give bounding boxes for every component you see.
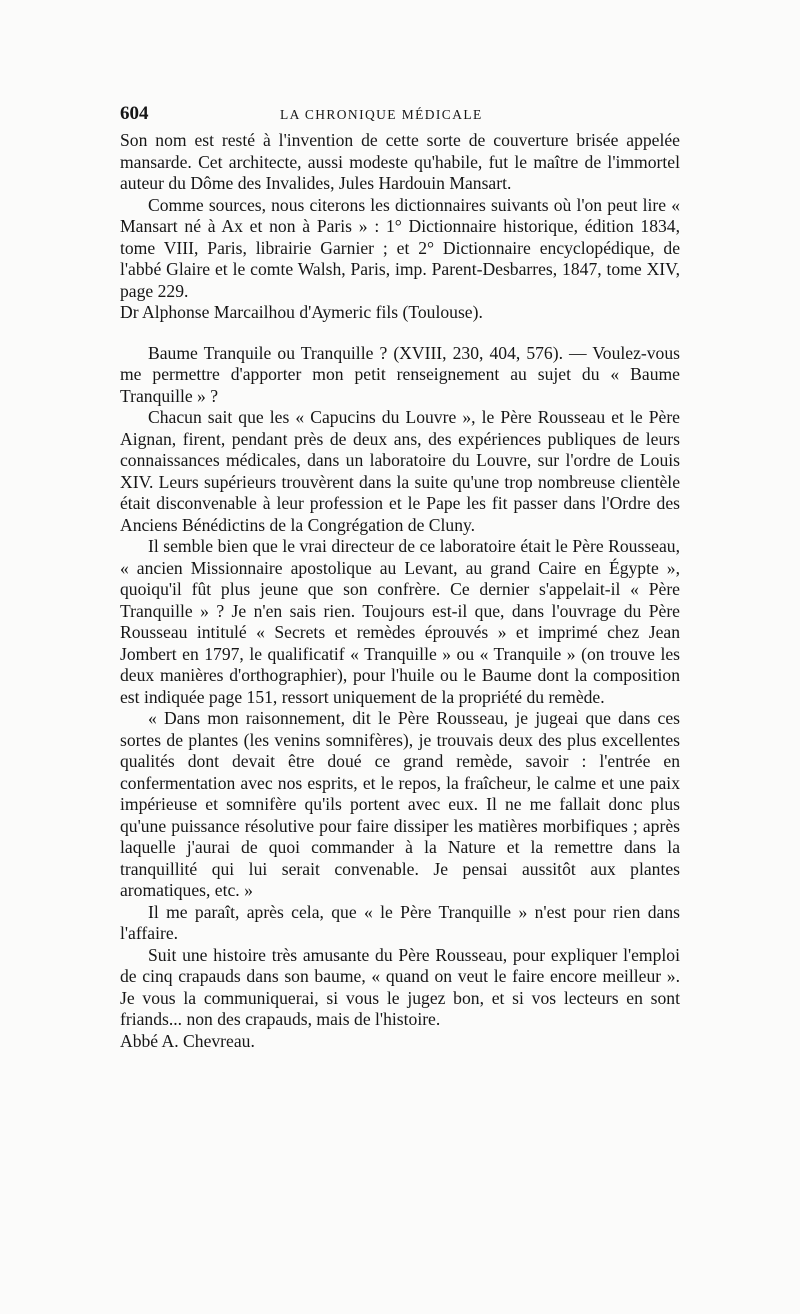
paragraph: Son nom est resté à l'invention de cette sorte de couverture brisée appelée mansarde. Cet architecte, aussi modeste qu'habile, fut le maître de l'immortel auteur du Dôme des Invalides, Jules Hardouin Mansart. <box>120 130 680 193</box>
signature: Dr Alphonse Marcailhou d'Aymeric fils (Toulouse). <box>120 302 483 322</box>
paragraph: Il semble bien que le vrai directeur de ce laboratoire était le Père Rousseau, « ancien Missionnaire apostolique au Levant, au grand Caire en Égypte », quoiqu'il fût plus jeune que son confrère. Ce dernier s'appelait-il « Père Tranquille » ? Je n'en sais rien. Toujours est-il que, dans l'ouvrage du Père Rousseau intitulé « Secrets et remèdes éprouvés » et imprimé chez Jean Jombert en 1797, le qualificatif « Tranquille » ou « Tranquile » (on trouve les deux manières d'orthographier), pour l'huile ou le Baume dont la composition est indiquée page 151, ressort uniquement de la propriété du remède. <box>120 536 680 707</box>
quotation-paragraph: « Dans mon raisonnement, dit le Père Rousseau, je jugeai que dans ces sortes de plantes (les venins somnifères), je trouvais deux des plus excellentes qualités dont devait être doué ce grand remède, savoir : l'entrée en confermentation avec nos esprits, et le repos, la fraîcheur, le calme et une paix impérieuse et somnifère qu'ils portent avec eux. Il ne me fallait donc plus qu'une puissance résolutive pour faire dissiper les matières morbifiques ; après laquelle j'aurai de quoi commander à la Nature et la remettre dans la tranquillité qui lui serait convenable. Je pensai aussitôt aux plantes aromatiques, etc. » <box>120 708 680 900</box>
section-gap <box>120 324 680 343</box>
page-number: 604 <box>120 103 149 124</box>
signature: Abbé A. Chevreau. <box>120 1030 255 1051</box>
paragraph: Chacun sait que les « Capucins du Louvre », le Père Rousseau et le Père Aignan, firent, pendant près de deux ans, des expériences publiques de leurs connaissances médicales, dans un laboratoire du Louvre, sur l'ordre de Louis XIV. Leurs supérieurs trouvèrent dans la suite qu'une trop nombreuse clientèle était disconvenable à leur profession et le Pape les fit passer dans l'Ordre des Anciens Bénédictins de la Congrégation de Cluny. <box>120 407 680 535</box>
paragraph: Suit une histoire très amusante du Père Rousseau, pour expliquer l'emploi de cinq crapauds dans son baume, « quand on veut le faire encore meilleur ». Je vous la communiquerai, si vous le jugez bon, et si vos lecteurs en sont friands... non des crapauds, mais de l'histoire. <box>120 944 680 1029</box>
running-title: LA CHRONIQUE MÉDICALE <box>280 107 483 122</box>
page-header <box>120 103 680 131</box>
body-text <box>120 130 680 1052</box>
query-heading-paragraph: Baume Tranquile ou Tranquille ? (XVIII, 230, 404, 576). — Voulez-vous me permettre d'apporter mon petit renseignement au sujet du « Baume Tranquille » ? <box>120 342 680 406</box>
paragraph: Comme sources, nous citerons les dictionnaires suivants où l'on peut lire « Mansart né à Ax et non à Paris » : 1° Dictionnaire historique, édition 1834, tome VIII, Paris, librairie Garnier ; et 2° Dictionnaire encyclopédique, de l'abbé Glaire et le comte Walsh, Paris, imp. Parent-Desbarres, 1847, tome XIV, page 229. <box>120 194 680 301</box>
paragraph: Il me paraît, après cela, que « le Père Tranquille » n'est pour rien dans l'affaire. <box>120 901 680 943</box>
